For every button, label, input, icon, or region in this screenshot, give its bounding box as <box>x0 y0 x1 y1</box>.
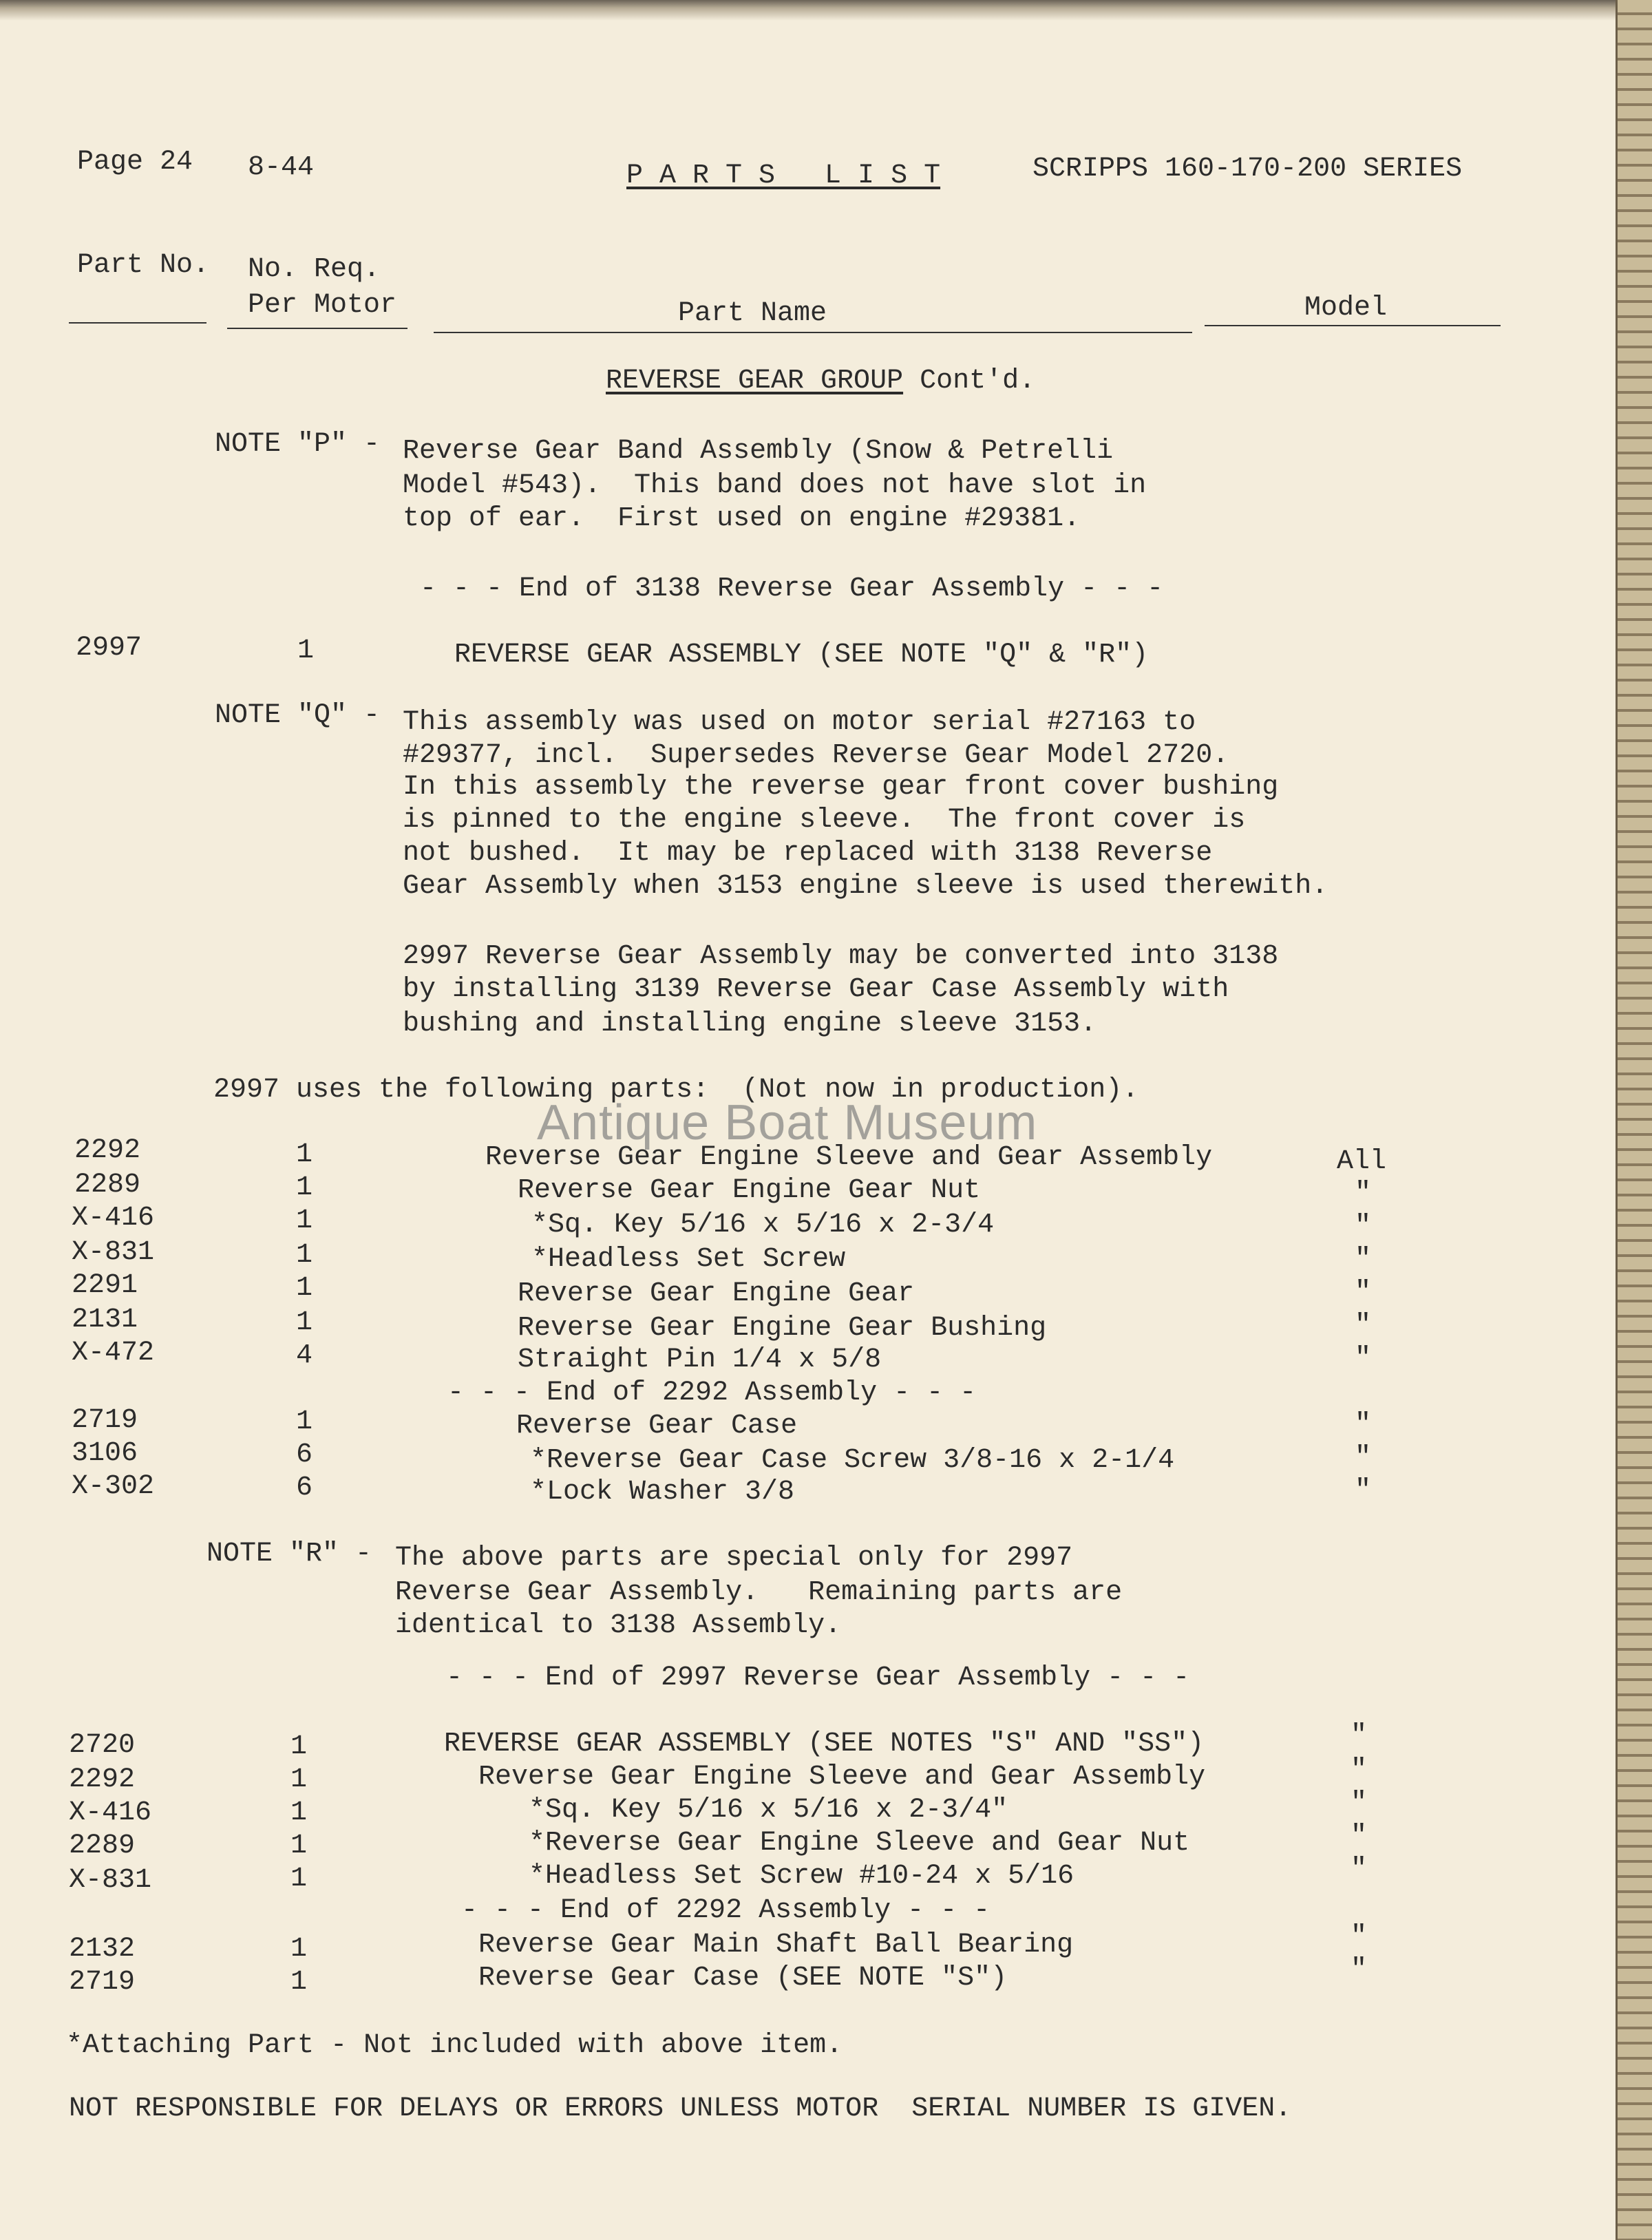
quantity: 1 <box>296 1273 313 1304</box>
part-name: REVERSE GEAR ASSEMBLY (SEE NOTES "S" AND "SS") <box>444 1729 1205 1760</box>
quantity: 1 <box>290 1830 308 1861</box>
quantity: 1 <box>296 1307 313 1338</box>
quantity: 1 <box>290 1863 308 1894</box>
part-name: Reverse Gear Case <box>516 1410 798 1441</box>
part-name: REVERSE GEAR ASSEMBLY (SEE NOTE "Q" & "R") <box>454 640 1149 670</box>
document-title: P A R T S L I S T <box>626 160 941 191</box>
part-name: Reverse Gear Case (SEE NOTE "S") <box>478 1963 1008 1994</box>
col-part-no: Part No. <box>77 250 210 281</box>
part-number: X-302 <box>72 1471 155 1502</box>
part-name: *Headless Set Screw <box>531 1244 846 1275</box>
quantity: 1 <box>296 1172 313 1203</box>
note-p-line: Reverse Gear Band Assembly (Snow & Petrelli <box>403 436 1114 467</box>
part-name: Reverse Gear Engine Gear <box>518 1278 915 1309</box>
page-date: 8-44 <box>248 152 315 183</box>
group-title <box>606 365 1035 398</box>
rule-no-req <box>227 328 407 329</box>
part-name: *Reverse Gear Engine Sleeve and Gear Nut <box>529 1828 1190 1859</box>
group-title-text: REVERSE GEAR GROUP <box>606 366 904 397</box>
model: " <box>1355 1442 1372 1473</box>
part-number: X-416 <box>69 1797 152 1828</box>
footer-disclaimer: NOT RESPONSIBLE FOR DELAYS OR ERRORS UNLESS MOTOR SERIAL NUMBER IS GIVEN. <box>69 2093 1292 2124</box>
note-p-line: Model #543). This band does not have slot in <box>403 470 1147 501</box>
page-top-shadow <box>0 0 1618 21</box>
rule-part-name <box>434 332 1192 333</box>
part-name: *Sq. Key 5/16 x 5/16 x 2-3/4" <box>529 1795 1008 1826</box>
part-number: 2132 <box>69 1934 136 1965</box>
part-name: Reverse Gear Engine Gear Nut <box>518 1175 981 1206</box>
part-number: 2289 <box>74 1170 141 1201</box>
note-p-label: NOTE "P" - <box>215 429 381 460</box>
quantity: 1 <box>296 1240 313 1271</box>
end-2997-line: - - - End of 2997 Reverse Gear Assembly - - - <box>446 1662 1190 1693</box>
quantity: 1 <box>290 1731 308 1762</box>
model: " <box>1355 1211 1372 1242</box>
part-name: *Sq. Key 5/16 x 5/16 x 2-3/4 <box>531 1209 995 1240</box>
model: " <box>1351 1720 1368 1751</box>
quantity: 1 <box>296 1406 313 1437</box>
quantity: 6 <box>296 1472 313 1503</box>
part-number: X-416 <box>72 1203 155 1234</box>
part-number: 2719 <box>69 1967 136 1998</box>
part-name: Reverse Gear Engine Sleeve and Gear Assembly <box>478 1762 1206 1793</box>
part-number: 3106 <box>72 1438 138 1469</box>
part-number: 2291 <box>72 1270 138 1301</box>
part-number: X-472 <box>72 1338 155 1369</box>
part-name: *Headless Set Screw #10-24 x 5/16 <box>529 1861 1074 1892</box>
end-2292-line: - - - End of 2292 Assembly - - - <box>461 1895 991 1926</box>
model: " <box>1351 1821 1368 1852</box>
part-number: X-831 <box>72 1237 155 1268</box>
part-number: 2292 <box>69 1764 136 1795</box>
part-number: 2719 <box>72 1405 138 1436</box>
rule-model <box>1205 325 1501 326</box>
note-q-label: NOTE "Q" - <box>215 700 381 731</box>
note-r-label: NOTE "R" - <box>206 1539 372 1570</box>
quantity: 1 <box>290 1934 308 1965</box>
part-number: 2997 <box>76 633 142 664</box>
note-q-line: not bushed. It may be replaced with 3138 Reverse <box>403 838 1213 869</box>
quantity: 1 <box>296 1205 313 1236</box>
quantity: 1 <box>290 1764 308 1795</box>
rule-part-no <box>69 322 206 324</box>
footnote-attaching: *Attaching Part - Not included with above item. <box>66 2030 843 2061</box>
note-q-para2-line: 2997 Reverse Gear Assembly may be converted into 3138 <box>403 941 1279 972</box>
note-r-line: Reverse Gear Assembly. Remaining parts are <box>395 1577 1123 1608</box>
model: " <box>1355 1244 1372 1275</box>
note-r-line: The above parts are special only for 2997 <box>395 1543 1073 1574</box>
part-name: Reverse Gear Engine Gear Bushing <box>518 1313 1047 1344</box>
model: " <box>1351 1854 1368 1885</box>
part-name: Reverse Gear Engine Sleeve and Gear Assembly <box>485 1142 1213 1173</box>
part-number: X-831 <box>69 1865 152 1896</box>
col-per-motor: Per Motor <box>248 290 397 321</box>
series-title: SCRIPPS 160-170-200 SERIES <box>1032 154 1463 184</box>
col-model: Model <box>1304 293 1388 324</box>
model: " <box>1355 1310 1372 1341</box>
model: " <box>1355 1277 1372 1308</box>
model: All <box>1337 1146 1387 1177</box>
note-q-line: This assembly was used on motor serial #27163 to <box>403 707 1196 738</box>
col-no-req: No. Req. <box>248 254 381 285</box>
model: " <box>1351 1755 1368 1786</box>
model: " <box>1351 1921 1368 1952</box>
part-number: 2289 <box>69 1830 136 1861</box>
col-part-name: Part Name <box>678 298 827 329</box>
note-p-line: top of ear. First used on engine #29381. <box>403 503 1081 534</box>
group-title-suffix: Cont'd. <box>920 366 1036 397</box>
quantity: 6 <box>296 1439 313 1470</box>
model: " <box>1351 1788 1368 1819</box>
part-name: *Reverse Gear Case Screw 3/8-16 x 2-1/4 <box>530 1445 1175 1476</box>
page-edge-binding <box>1616 0 1652 2240</box>
model: " <box>1355 1475 1372 1506</box>
note-q-line: Gear Assembly when 3153 engine sleeve is used therewith. <box>403 871 1328 902</box>
quantity: 1 <box>297 635 315 666</box>
model: " <box>1355 1178 1372 1209</box>
page-number: Page 24 <box>77 147 193 178</box>
part-number: 2131 <box>72 1304 138 1335</box>
part-name: Straight Pin 1/4 x 5/8 <box>518 1344 882 1375</box>
note-q-line: #29377, incl. Supersedes Reverse Gear Model 2720. <box>403 740 1229 771</box>
quantity: 4 <box>296 1340 313 1371</box>
model: " <box>1351 1954 1368 1985</box>
quantity: 1 <box>290 1967 308 1998</box>
note-q-para2-line: bushing and installing engine sleeve 3153. <box>403 1008 1097 1039</box>
model: " <box>1355 1409 1372 1440</box>
end-2292-line: - - - End of 2292 Assembly - - - <box>447 1377 977 1408</box>
watermark: Antique Boat Museum <box>537 1095 1038 1150</box>
part-name: Reverse Gear Main Shaft Ball Bearing <box>478 1930 1074 1961</box>
note-r-line: identical to 3138 Assembly. <box>395 1610 842 1641</box>
uses-line: 2997 uses the following parts: (Not now in production). <box>213 1075 1139 1106</box>
quantity: 1 <box>290 1797 308 1828</box>
part-number: 2720 <box>69 1730 136 1761</box>
note-q-line: is pinned to the engine sleeve. The front cover is <box>403 805 1246 836</box>
model: " <box>1355 1343 1372 1374</box>
note-q-para2-line: by installing 3139 Reverse Gear Case Assembly with <box>403 974 1229 1005</box>
quantity: 1 <box>296 1139 313 1170</box>
note-q-line: In this assembly the reverse gear front cover bushing <box>403 772 1279 803</box>
part-name: *Lock Washer 3/8 <box>530 1477 795 1508</box>
end-3138-line: - - - End of 3138 Reverse Gear Assembly - - - <box>420 573 1164 604</box>
part-number: 2292 <box>74 1135 141 1166</box>
